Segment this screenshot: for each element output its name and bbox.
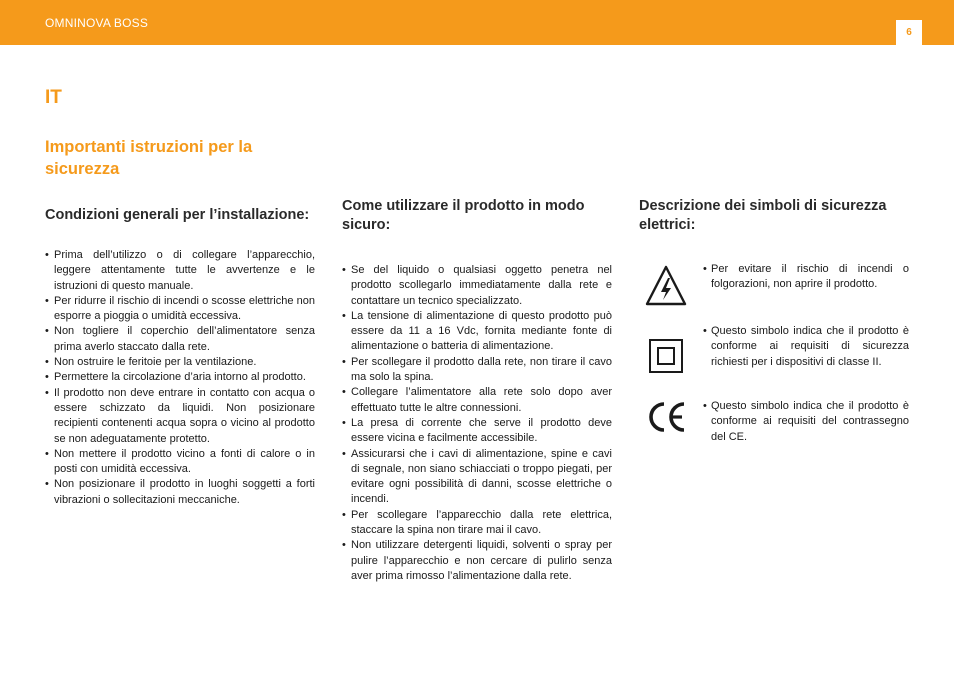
page-number: 6 [896, 20, 922, 45]
list-item: • La presa di corrente che serve il prodotto deve essere vicina e facilmente accessibile. [342, 416, 612, 447]
list-item: • Collegare l’alimentatore alla rete solo dopo aver effettuato tutte le altre connessioni. [342, 385, 612, 416]
list-item: • Non mettere il prodotto vicino a fonti di calore o in posti con umidità eccessiva. [45, 447, 315, 478]
list-item: • Prima dell’utilizzo o di collegare l’apparecchio, leggere attentamente tutte le avvertenze e le istruzioni di questo manuale. [45, 248, 315, 294]
list-item: • Non posizionare il prodotto in luoghi soggetti a forti vibrazioni o sollecitazioni meccaniche. [45, 477, 315, 508]
double-insulation-icon [645, 335, 687, 377]
list-item: • Per ridurre il rischio di incendi o scosse elettriche non esporre a pioggia o umidità eccessiva. [45, 294, 315, 325]
language-code: IT [45, 87, 62, 108]
list-item: • Se del liquido o qualsiasi oggetto penetra nel prodotto scollegarlo immediatamente dalla rete e contattare un tecnico specializzato. [342, 263, 612, 309]
install-conditions-list [45, 248, 315, 508]
list-item: • Non ostruire le feritoie per la ventilazione. [45, 355, 315, 370]
list-item: • Non utilizzare detergenti liquidi, solventi o spray per pulire l’apparecchio e non cercare di pulirlo senza aver prima rimosso l’alimentazione dalla rete. [342, 538, 612, 584]
brand-name: OMNINOVA BOSS [45, 16, 149, 30]
ce-mark-icon [645, 396, 687, 438]
list-item: • Permettere la circolazione d’aria intorno al prodotto. [45, 370, 315, 385]
install-conditions-section [45, 206, 315, 508]
list-item: • La tensione di alimentazione di questo prodotto può essere da 11 a 16 Vdc, fornita mediante fonte di alimentazione o batteria di alimentazione. [342, 309, 612, 355]
list-item: • Assicurarsi che i cavi di alimentazione, spine e cavi di segnale, non siano schiacciati o troppo piegati, per evitare ogni possibilità di danni, scosse elettriche o incendi. [342, 447, 612, 508]
symbol-description: • Per evitare il rischio di incendi o folgorazioni, non aprire il prodotto. [703, 262, 909, 293]
symbol-description: • Questo simbolo indica che il prodotto è conforme ai requisiti del contrassegno del CE. [703, 399, 909, 445]
safety-symbols-section [639, 197, 911, 443]
safe-usage-heading: Come utilizzare il prodotto in modo sicuro: [342, 198, 585, 233]
install-conditions-heading: Condizioni generali per l’installazione: [45, 207, 310, 223]
list-item: • Per scollegare l’apparecchio dalla rete elettrica, staccare la spina non tirare mai il cavo. [342, 508, 612, 539]
high-voltage-warning-icon [645, 265, 687, 307]
list-item: • Il prodotto non deve entrare in contatto con acqua o essere schizzato da liquidi. Non posizionare recipienti contenenti acqua sopra o vicino al prodotto se non adeguatamente protetto. [45, 386, 315, 447]
page-title: Importanti istruzioni per la sicurezza [45, 138, 253, 178]
list-item: • Non togliere il coperchio dell’alimentatore senza prima averlo staccato dalla rete. [45, 324, 315, 355]
page-header [0, 0, 954, 45]
symbol-description: • Questo simbolo indica che il prodotto è conforme ai requisiti di sicurezza richiesti per i dispositivi di classe II. [703, 324, 909, 370]
safety-symbols-heading: Descrizione dei simboli di sicurezza elettrici: [639, 198, 887, 233]
safe-usage-list [342, 263, 612, 584]
list-item: • Per scollegare il prodotto dalla rete, non tirare il cavo ma solo la spina. [342, 355, 612, 386]
safe-usage-section [342, 197, 612, 584]
